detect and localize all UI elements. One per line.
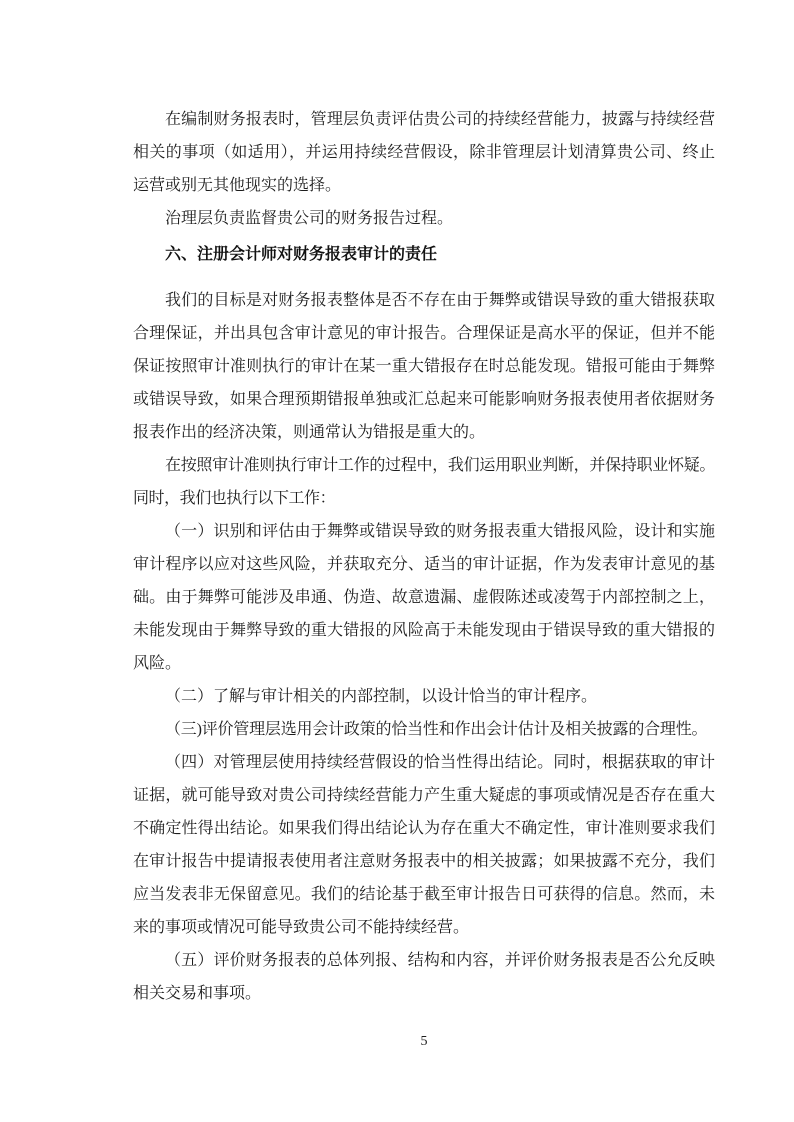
page-content	[133, 103, 715, 1010]
body-paragraph: 在按照审计准则执行审计工作的过程中，我们运用职业判断，并保持职业怀疑。同时，我们也执行以下工作：	[133, 457, 715, 507]
body-paragraph: （五）评价财务报表的总体列报、结构和内容，并评价财务报表是否公允反映相关交易和事项。	[133, 952, 715, 1002]
body-paragraph: （二）了解与审计相关的内部控制，以设计恰当的审计程序。	[165, 688, 598, 705]
body-paragraph: 治理层负责监督贵公司的财务报告过程。	[165, 210, 454, 227]
body-paragraph: 在编制财务报表时，管理层负责评估贵公司的持续经营能力，披露与持续经营相关的事项（如适用），并运用持续经营假设，除非管理层计划清算贵公司、终止运营或别无其他现实的选择。	[133, 111, 715, 194]
body-paragraph: （四）对管理层使用持续经营假设的恰当性得出结论。同时，根据获取的审计证据，就可能导致对贵公司持续经营能力产生重大疑虑的事项或情况是否存在重大不确定性得出结论。如果我们得出结论认为存在重大不确定性，审计准则要求我们在审计报告中提请报表使用者注意财务报表中的相关披露；如果披露不充分，我们应当发表非无保留意见。我们的结论基于截至审计报告日可获得的信息。然而，未来的事项或情况可能导致贵公司不能持续经营。	[133, 754, 715, 936]
section-heading: 六、注册会计师对财务报表审计的责任	[165, 246, 438, 263]
body-paragraph: （三)评价管理层选用会计政策的恰当性和作出会计估计及相关披露的合理性。	[165, 721, 708, 738]
body-paragraph: 我们的目标是对财务报表整体是否不存在由于舞弊或错误导致的重大错报获取合理保证，并出具包含审计意见的审计报告。合理保证是高水平的保证，但并不能保证按照审计准则执行的审计在某一重大错报存在时总能发现。错报可能由于舞弊或错误导致，如果合理预期错报单独或汇总起来可能影响财务报表使用者依据财务报表作出的经济决策，则通常认为错报是重大的。	[133, 292, 715, 441]
body-paragraph: （一）识别和评估由于舞弊或错误导致的财务报表重大错报风险，设计和实施审计程序以应对这些风险，并获取充分、适当的审计证据，作为发表审计意见的基础。由于舞弊可能涉及串通、伪造、故意遗漏、虚假陈述或凌驾于内部控制之上，未能发现由于舞弊导致的重大错报的风险高于未能发现由于错误导致的重大错报的风险。	[133, 523, 715, 672]
page-number: 5	[420, 1034, 428, 1049]
